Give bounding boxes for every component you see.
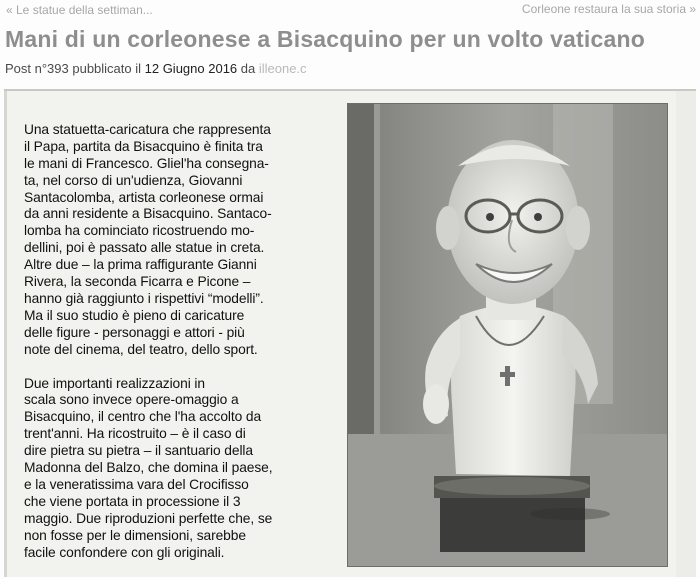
article-paragraph-1: Una statuetta-caricatura che rappresenta il Papa, partita da Bisacquino è finita tra le mani di Francesco. Gliel'ha consegna- ta, nel corso di un'udienza, Giovanni Santacolomba, artista corleonese ormai da anni residente a Bisacquino. Santaco- lomba ha cominciato ricostruendo mo- dellini, poi è passato alle statue in creta. Altre due – la prima raffigurante Gianni Rivera, la seconda Ficarra e Picone – hanno già raggiunto i rispettivi “modelli”. Ma il suo studio è pieno di caricature delle figure - personaggi e attori - più note del cinema, del teatro, dello sport. xyxy=(24,121,272,357)
newspaper-clipping-image xyxy=(4,89,696,577)
post-by-label: da xyxy=(237,61,259,76)
post-author-link[interactable]: illeone.c xyxy=(258,61,307,76)
clipping-edge xyxy=(4,91,7,577)
post-meta xyxy=(5,61,307,76)
article-body xyxy=(24,105,338,578)
post-date: 12 Giugno 2016 xyxy=(144,61,238,76)
clipping-edge-right xyxy=(676,91,696,577)
article-paragraph-2: Due importanti realizzazioni in scala sono invece opere-omaggio a Bisacquino, il centro che l'ha accolto da trent'anni. Ha ricostruito – è il caso di dire pietra su pietra – il santuario della Madonna del Balzo, che domina il paese, e la veneratissima vara del Crocifisso che viene portata in processione il 3 maggio. Due riproduzioni perfette che, se non fosse per le dimensioni, sarebbe facile confondere con gli originali. xyxy=(24,375,273,560)
post-title: Mani di un corleonese a Bisacquino per un volto vaticano xyxy=(5,26,645,52)
post-navigation xyxy=(0,0,700,22)
previous-post-link[interactable]: « Le statue della settiman... xyxy=(6,3,153,17)
statuette-illustration xyxy=(348,104,667,566)
post-number-label: Post n°393 pubblicato il xyxy=(5,61,145,76)
pope-statuette-photo xyxy=(347,103,668,567)
next-post-link[interactable]: Corleone restaura la sua storia » xyxy=(521,2,696,16)
